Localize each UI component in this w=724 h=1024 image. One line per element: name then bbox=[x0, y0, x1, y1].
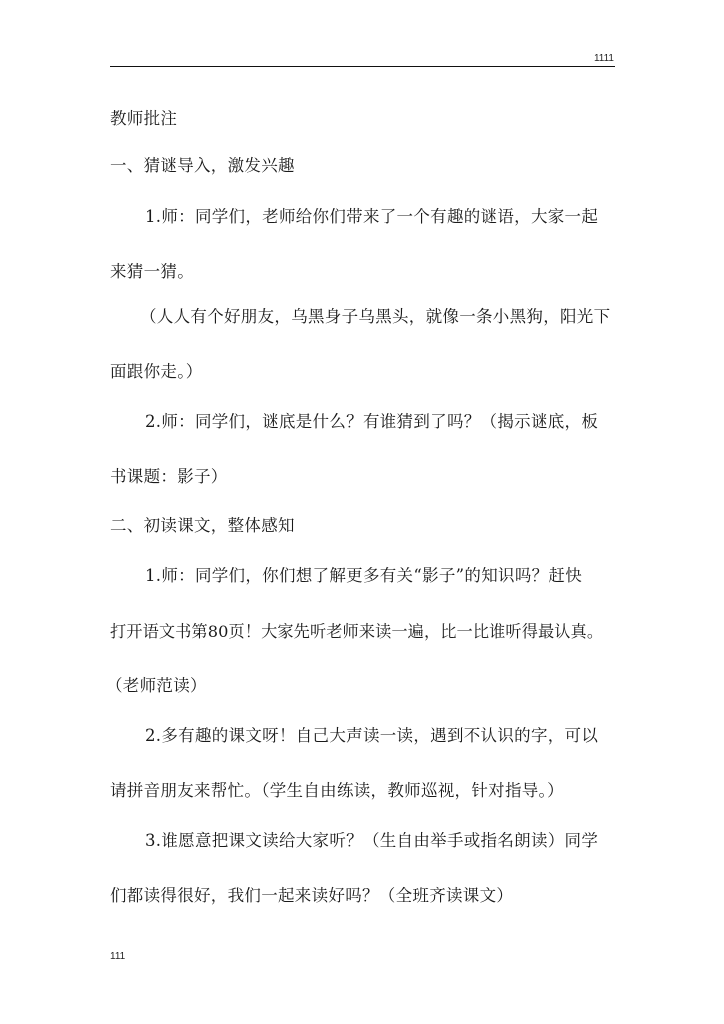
teacher-notes-heading: 教师批注 bbox=[110, 109, 178, 128]
section-2-title: 二、初读课文，整体感知 bbox=[110, 516, 295, 535]
paragraph-line: 打开语文书第80页！大家先听老师来读一遍，比一比谁听得最认真。 bbox=[110, 622, 604, 641]
header-page-number: 1111 bbox=[593, 53, 614, 64]
paragraph-line: 1.师：同学们，老师给你们带来了一个有趣的谜语，大家一起 bbox=[145, 207, 599, 226]
paragraph-line: 1.师：同学们，你们想了解更多有关“影子”的知识吗？赶快 bbox=[145, 566, 583, 585]
paragraph-line: （人人有个好朋友，乌黑身子乌黑头，就像一条小黑狗，阳光下 bbox=[140, 307, 611, 326]
paragraph-line: 面跟你走。） bbox=[110, 362, 203, 381]
paragraph-line: 3.谁愿意把课文读给大家听？（生自由举手或指名朗读）同学 bbox=[145, 831, 599, 850]
paragraph-line: 来猜一猜。 bbox=[110, 262, 194, 281]
paragraph-line: 们都读得很好，我们一起来读好吗？（全班齐读课文） bbox=[110, 886, 514, 905]
paragraph-line: 2.师：同学们，谜底是什么？有谁猜到了吗？（揭示谜底，板 bbox=[145, 412, 599, 431]
paragraph-line: （老师范读） bbox=[106, 676, 207, 695]
header-divider bbox=[110, 66, 615, 67]
paragraph-line: 请拼音朋友来帮忙。（学生自由练读，教师巡视，针对指导。） bbox=[110, 781, 564, 800]
paragraph-line: 2.多有趣的课文呀！自己大声读一读，遇到不认识的字，可以 bbox=[145, 726, 599, 745]
paragraph-line: 书课题：影子） bbox=[110, 467, 228, 486]
footer-page-number: 111 bbox=[110, 951, 126, 962]
section-1-title: 一、猜谜导入，激发兴趣 bbox=[110, 156, 295, 175]
